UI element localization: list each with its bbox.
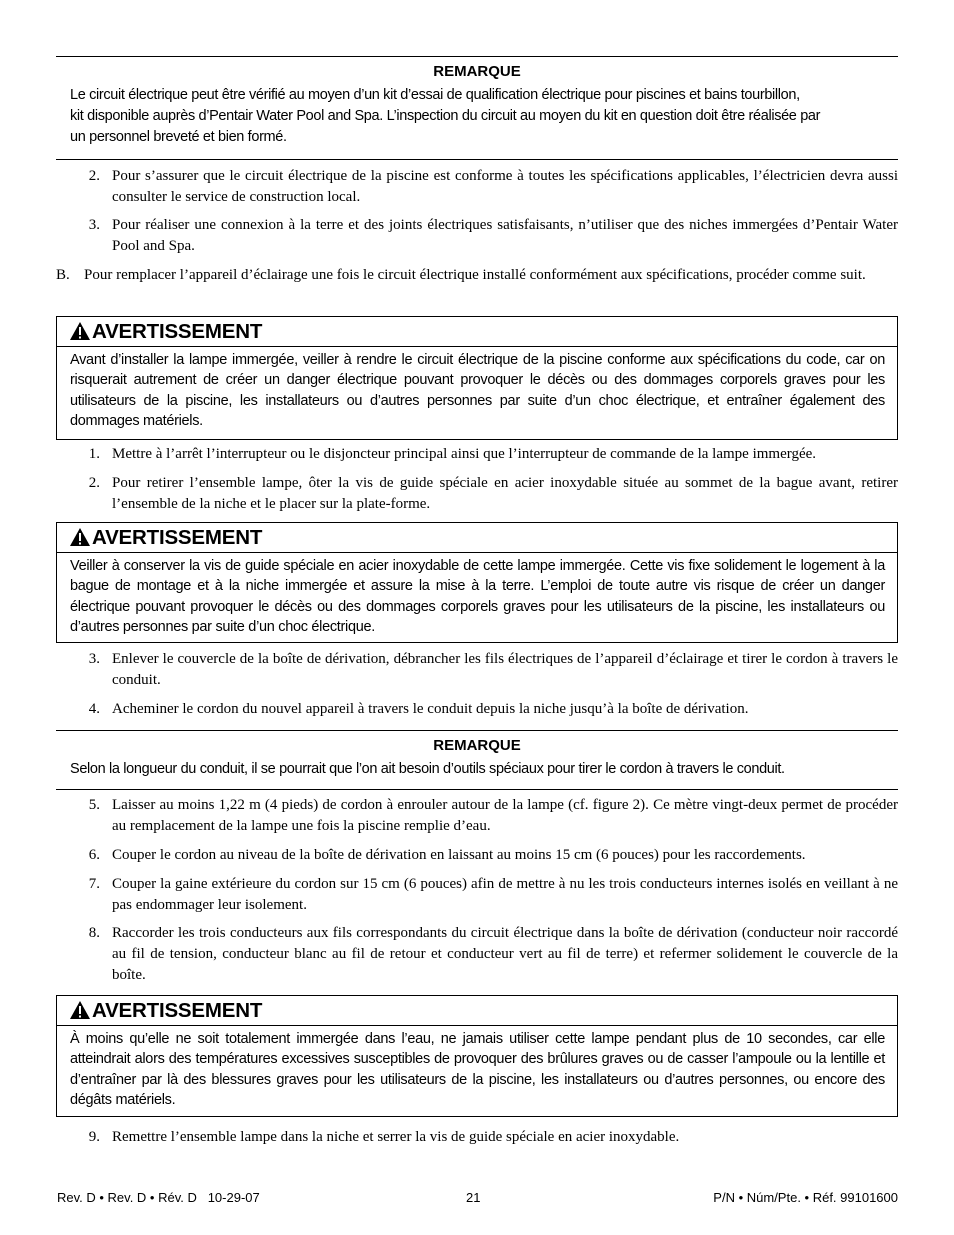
list-item-number: 4.	[88, 701, 100, 717]
revision-date: 10-29-07	[207, 1190, 260, 1205]
warning-text: Veiller à conserver la vis de guide spéciale en acier inoxydable de cette lampe immergée. Cette vis fixe solidement le logement à la bague de montage et à la niche immergée et assure la mise à la terre. L’emploi de toute autre vis risque de créer un danger électrique pouvant provoquer le décès ou des dommages corporels graves pour les utilisateurs de la piscine, les installateurs ou d’autres personnes par suite d’un choc électrique.	[70, 558, 885, 635]
list-item-number: 8.	[88, 925, 100, 941]
list-item-number: 2.	[88, 168, 100, 184]
warning-triangle-icon	[69, 527, 91, 547]
warning-title: AVERTISSEMENT	[92, 319, 263, 343]
warning-triangle-icon	[69, 321, 91, 341]
warning-header	[57, 317, 897, 347]
list-item-number: 1.	[88, 446, 100, 462]
list-item-number: 7.	[88, 876, 100, 892]
note-title: REMARQUE	[433, 63, 521, 80]
list-item-number: 5.	[88, 797, 100, 813]
warning-box	[56, 995, 898, 1117]
list-item-text: Pour retirer l’ensemble lampe, ôter la vis de guide spéciale en acier inoxydable située au sommet de la bague avant, retirer l’ensemble de la niche et le placer sur la plate-forme.	[112, 475, 898, 512]
note-rule	[56, 730, 898, 731]
note-line: kit disponible auprès d’Pentair Water Pool and Spa. L’inspection du circuit au moyen du kit en question doit être réalisée par	[70, 108, 821, 124]
revision-label: Rev. D • Rev. D • Rév. D	[57, 1190, 197, 1205]
warning-title: AVERTISSEMENT	[92, 998, 263, 1022]
section-letter: B.	[56, 267, 70, 283]
list-item-number: 9.	[88, 1129, 100, 1145]
list-item-number: 2.	[88, 475, 100, 491]
list-item-text: Mettre à l’arrêt l’interrupteur ou le disjoncteur principal ainsi que l’interrupteur de commande de la lampe immergée.	[112, 446, 817, 462]
footer-revision	[57, 1190, 260, 1205]
note-rule	[56, 789, 898, 790]
page-number: 21	[466, 1190, 481, 1205]
warning-triangle-icon	[69, 1000, 91, 1020]
warning-title: AVERTISSEMENT	[92, 525, 263, 549]
section-text: Pour remplacer l’appareil d’éclairage une fois le circuit électrique installé conformément aux spécifications, procéder comme suit.	[84, 267, 866, 283]
note-body	[70, 85, 886, 148]
warning-text: Avant d’installer la lampe immergée, veiller à rendre le circuit électrique de la piscine conforme aux spécifications du code, car on risquerait autrement de créer un danger électrique pouvant provoquer le décès ou des dommages corporels graves pour les utilisateurs de la piscine, les installateurs ou d’autres personnes par suite d’un choc électrique, et entraîner également des dommages matériels.	[70, 352, 885, 429]
list-item-text: Pour réaliser une connexion à la terre et des joints électriques satisfaisants, n’utiliser que des niches immergées d’Pentair Water Pool and Spa.	[112, 217, 898, 254]
list-item-text: Raccorder les trois conducteurs aux fils correspondants du circuit électrique dans la boîte de dérivation (conducteur noir raccordé au fil de tension, conducteur blanc au fil de retour et conducteur vert au fil de terre) et refermer solidement le couvercle de la boîte.	[112, 925, 898, 983]
list-item-text: Pour s’assurer que le circuit électrique de la piscine est conforme à toutes les spécifications applicables, l’électricien devra aussi consulter le service de construction local.	[112, 168, 898, 205]
warning-box	[56, 522, 898, 643]
note-line: un personnel breveté et bien formé.	[70, 129, 287, 145]
top-rule	[56, 56, 898, 57]
note-title: REMARQUE	[433, 737, 521, 754]
warning-header	[57, 523, 897, 553]
part-number: P/N • Núm/Pte. • Réf. 99101600	[713, 1190, 898, 1205]
list-item-text: Remettre l’ensemble lampe dans la niche et serrer la vis de guide spéciale en acier inoxydable.	[112, 1129, 680, 1145]
note-body: Selon la longueur du conduit, il se pourrait que l’on ait besoin d’outils spéciaux pour tirer le cordon à travers le conduit.	[70, 761, 785, 777]
list-item-number: 6.	[88, 847, 100, 863]
list-item-number: 3.	[88, 651, 100, 667]
note-rule	[56, 159, 898, 160]
warning-text: À moins qu’elle ne soit totalement immergée dans l’eau, ne jamais utiliser cette lampe pendant plus de 10 secondes, car elle atteindrait alors des températures excessives susceptibles de provoquer des brûlures graves ou de casser l’ampoule ou la lentille et d’entraîner par là des blessures graves pour les utilisateurs de la piscine, les installateurs ou d’autres personnes, ou encore des dégâts matériels.	[70, 1031, 885, 1108]
warning-box	[56, 316, 898, 440]
list-item-number: 3.	[88, 217, 100, 233]
list-item-text: Couper le cordon au niveau de la boîte de dérivation en laissant au moins 15 cm (6 pouces) pour les raccordements.	[112, 847, 806, 863]
list-item-text: Enlever le couvercle de la boîte de dérivation, débrancher les fils électriques de l’appareil d’éclairage et tirer le cordon à travers le conduit.	[112, 651, 898, 688]
warning-header	[57, 996, 897, 1026]
list-item-text: Acheminer le cordon du nouvel appareil à travers le conduit depuis la niche jusqu’à la boîte de dérivation.	[112, 701, 749, 717]
note-line: Le circuit électrique peut être vérifié au moyen d’un kit d’essai de qualification électrique pour piscines et bains tourbillon,	[70, 87, 800, 103]
list-item-text: Laisser au moins 1,22 m (4 pieds) de cordon à enrouler autour de la lampe (cf. figure 2). Ce mètre vingt-deux permet de procéder au remplacement de la lampe une fois la piscine remplie d’eau.	[112, 797, 898, 834]
list-item-text: Couper la gaine extérieure du cordon sur 15 cm (6 pouces) afin de mettre à nu les trois conducteurs internes isolés en veillant à ne pas endommager leur isolement.	[112, 876, 898, 913]
